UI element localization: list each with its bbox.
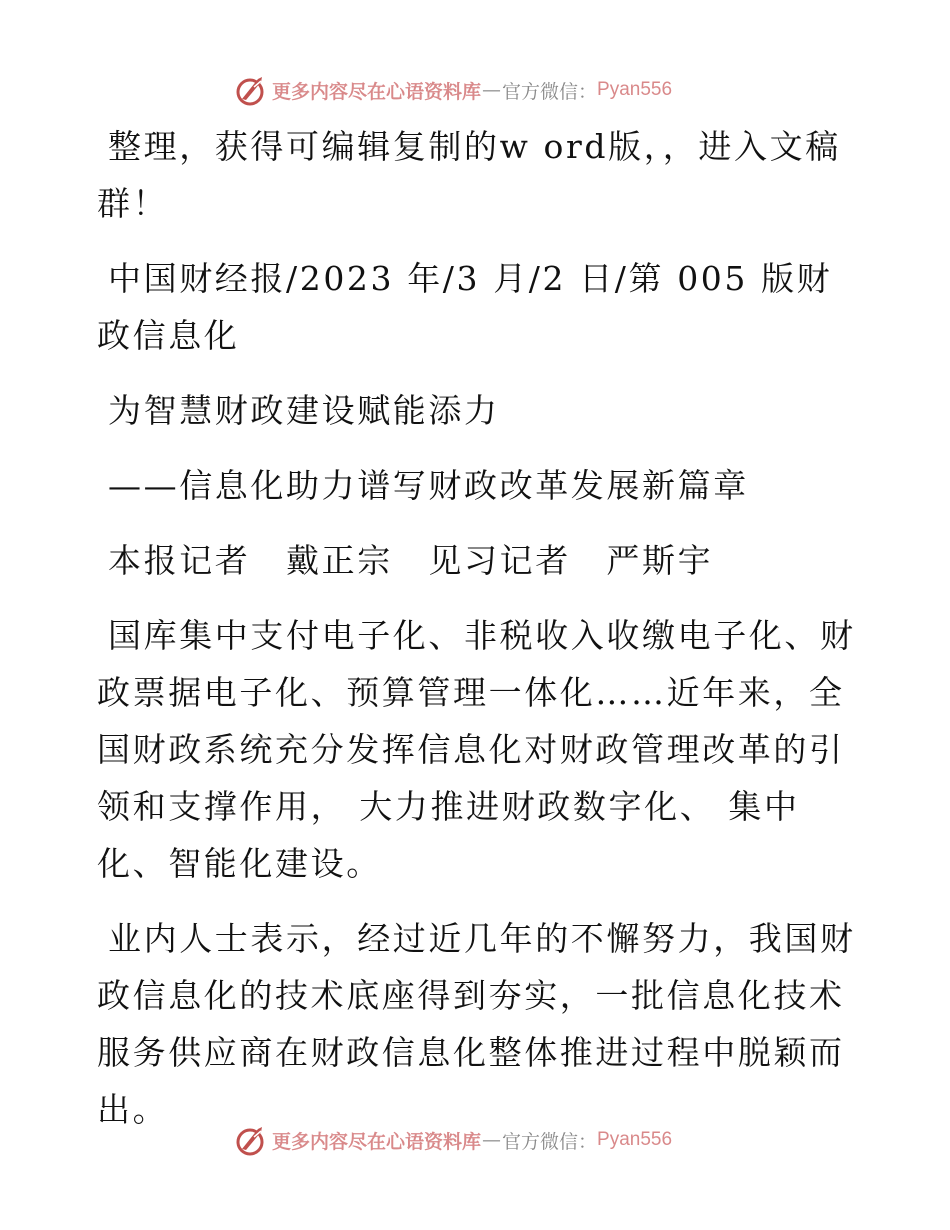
- article-title: 为智慧财政建设赋能添力: [108, 391, 500, 430]
- watermark-separator: —: [482, 1129, 502, 1151]
- paragraph-body-1: 国库集中支付电子化、非税收入收缴电子化、财政票据电子化、预算管理一体化……近年来，全国财政系统充分发挥信息化对财政管理改革的引领和支撑作用， 大力推进财政数字化、 集中化、智能化建设。: [97, 616, 856, 883]
- quill-logo-icon: [234, 1123, 268, 1157]
- paragraph-source: 中国财经报/2023 年/3 月/2 日/第 005 版财政信息化: [97, 259, 833, 355]
- header-watermark: [234, 72, 672, 108]
- watermark-text: 更多内容尽在心语资料库: [272, 1130, 482, 1153]
- quill-logo-icon: [234, 73, 268, 107]
- watermark-separator: —: [482, 79, 502, 101]
- watermark-wechat-label: 官方微信：: [502, 1130, 598, 1153]
- watermark-handle: Pyan556: [597, 79, 673, 100]
- watermark-wechat-label: 官方微信：: [502, 80, 598, 103]
- footer-watermark: [234, 1122, 672, 1158]
- paragraph-intro: 整理，获得可编辑复制的w ord版，，进入文稿群！: [97, 127, 841, 223]
- paragraph-body-2: 业内人士表示，经过近几年的不懈努力，我国财政信息化的技术底座得到夯实，一批信息化技术服务供应商在财政信息化整体推进过程中脱颖而出。: [97, 919, 856, 1129]
- article-byline: 本报记者 戴正宗 见习记者 严斯宇: [108, 541, 714, 580]
- article-subtitle: ——信息化助力谱写财政改革发展新篇章: [108, 466, 749, 505]
- watermark-handle: Pyan556: [597, 1129, 673, 1150]
- watermark-text: 更多内容尽在心语资料库: [272, 80, 482, 103]
- document-body: [97, 118, 857, 1156]
